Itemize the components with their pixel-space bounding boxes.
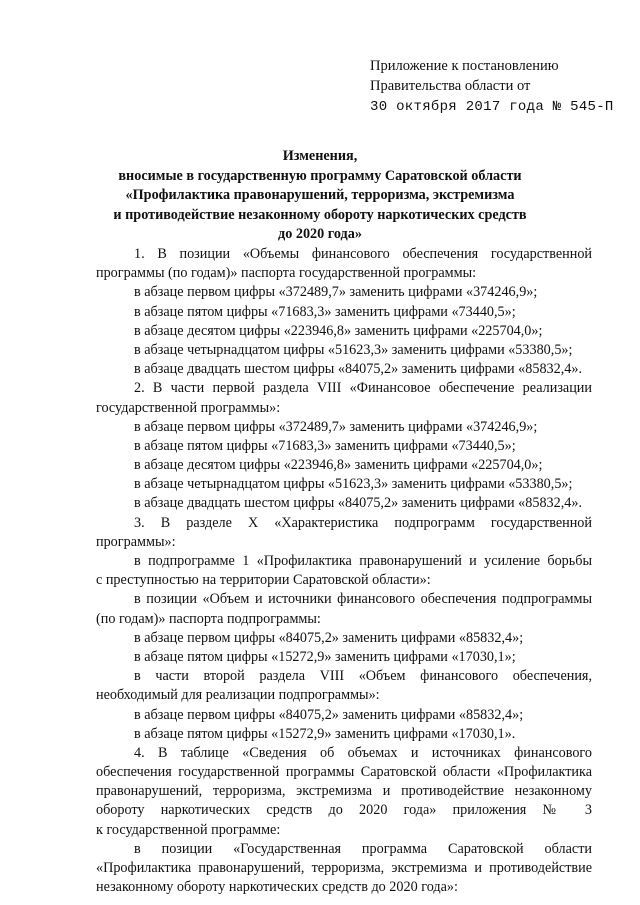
- document-body: [96, 245, 592, 897]
- text-line: к государственной программе:: [96, 821, 281, 838]
- title-line: «Профилактика правонарушений, терроризма, экстремизма: [125, 187, 515, 203]
- text-line: незаконному обороту наркотических средств до 2020 года»:: [96, 879, 458, 896]
- text-line: в абзаце пятом цифры «71683,3» заменить цифрами «73440,5»;: [134, 303, 516, 320]
- document-title: [90, 147, 550, 245]
- text-line: обеспечения государственной программы Саратовской области «Профилактика: [96, 764, 592, 781]
- text-line: в абзаце четырнадцатом цифры «51623,3» заменить цифрами «53380,5»;: [134, 476, 573, 493]
- text-line: 2. В части первой раздела VIII «Финансовое обеспечение реализации: [134, 380, 592, 397]
- text-line: в абзаце десятом цифры «223946,8» заменить цифрами «225704,0»;: [134, 322, 543, 339]
- text-line: в абзаце пятом цифры «15272,9» заменить цифрами «17030,1».: [134, 725, 516, 742]
- text-line: в абзаце двадцать шестом цифры «84075,2» заменить цифрами «85832,4».: [134, 495, 583, 512]
- title-line: Изменения,: [282, 148, 358, 164]
- text-line: программы»:: [96, 533, 176, 550]
- text-line: в абзаце первом цифры «84075,2» заменить цифрами «85832,4»;: [134, 629, 524, 646]
- text-line: в абзаце пятом цифры «15272,9» заменить цифрами «17030,1»;: [134, 648, 516, 665]
- text-line: в части второй раздела VIII «Объем финансового обеспечения,: [134, 668, 592, 685]
- text-line: 3. В разделе X «Характеристика подпрограмм государственной: [134, 514, 592, 531]
- text-line: 1. В позиции «Объемы финансового обеспечения государственной: [134, 246, 592, 262]
- text-line: с преступностью на территории Саратовской области»:: [96, 572, 431, 589]
- appendix-header: [370, 56, 614, 117]
- text-line: программы (по годам)» паспорта государственной программы:: [96, 265, 477, 282]
- text-line: в абзаце десятом цифры «223946,8» заменить цифрами «225704,0»;: [134, 457, 543, 474]
- text-line: в абзаце первом цифры «372489,7» заменить цифрами «374246,9»;: [134, 418, 538, 435]
- text-line: (по годам)» паспорта подпрограммы:: [96, 610, 321, 627]
- text-line: правонарушений, терроризма, экстремизма и противодействие незаконному: [96, 783, 592, 800]
- title-line: до 2020 года»: [278, 226, 362, 242]
- text-line: 4. В таблице «Сведения об объемах и источниках финансового: [134, 744, 592, 761]
- header-line-1: Приложение к постановлению: [370, 58, 559, 74]
- text-line: государственной программы»:: [96, 399, 281, 416]
- date-number-stamp: 30 октября 2017 года № 545-П: [370, 99, 614, 115]
- text-line: в абзаце двадцать шестом цифры «84075,2» заменить цифрами «85832,4».: [134, 361, 583, 378]
- text-line: в абзаце первом цифры «372489,7» заменить цифрами «374246,9»;: [134, 284, 538, 301]
- text-line: в абзаце пятом цифры «71683,3» заменить цифрами «73440,5»;: [134, 437, 516, 454]
- header-line-2: Правительства области от: [370, 78, 531, 94]
- text-line: в абзаце четырнадцатом цифры «51623,3» заменить цифрами «53380,5»;: [134, 341, 573, 358]
- title-line: вносимые в государственную программу Саратовской области: [118, 167, 522, 184]
- title-line: и противодействие незаконному обороту наркотических средств: [113, 206, 527, 223]
- text-line: «Профилактика правонарушений, терроризма, экстремизма и противодействие: [96, 860, 592, 876]
- text-line: в подпрограмме 1 «Профилактика правонарушений и усиление борьбы: [134, 553, 592, 569]
- text-line: в позиции «Объем и источники финансового обеспечения подпрограммы: [134, 591, 592, 608]
- text-line: необходимый для реализации подпрограммы»:: [96, 687, 380, 704]
- text-line: обороту наркотических средств до 2020 года» приложения № 3: [96, 802, 592, 819]
- text-line: в позиции «Государственная программа Саратовской области: [134, 840, 592, 857]
- text-line: в абзаце первом цифры «84075,2» заменить цифрами «85832,4»;: [134, 706, 524, 723]
